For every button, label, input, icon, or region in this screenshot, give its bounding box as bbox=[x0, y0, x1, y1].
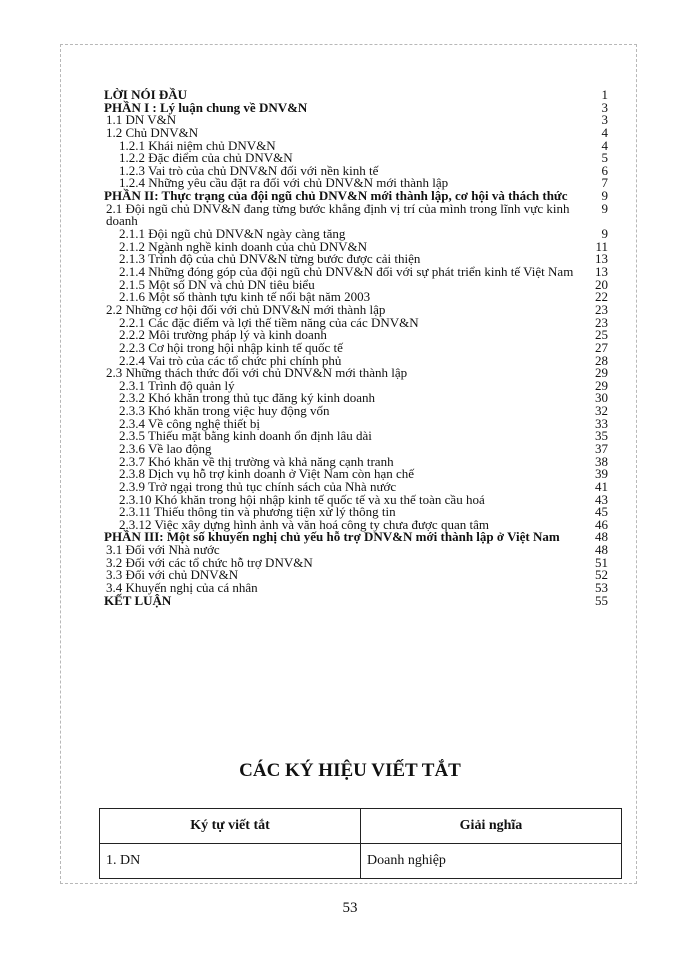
toc-entry-title: 1.2 Chủ DNV&N bbox=[106, 124, 199, 140]
toc-entry-page: 48 bbox=[595, 529, 608, 545]
toc-entry-title: 2.1.6 Một số thành tựu kinh tế nổi bật năm 2003 bbox=[119, 289, 371, 305]
toc-entry-page: 13 bbox=[595, 264, 608, 280]
toc-entry-page: 52 bbox=[595, 567, 608, 583]
toc-entry-page: 9 bbox=[601, 200, 608, 216]
toc-entry-title: 2.2.3 Cơ hội trong hội nhập kinh tế quốc tế bbox=[119, 339, 343, 355]
toc-entry-page: 38 bbox=[595, 453, 608, 469]
toc-entry-title: 2.2.4 Vai trò của các tổ chức phi chính phủ bbox=[119, 352, 342, 368]
toc-entry-title: 1.2.1 Khái niệm chủ DNV&N bbox=[119, 137, 276, 153]
toc-entry-page: 11 bbox=[595, 238, 608, 254]
toc-entry-title: 2.1.3 Trình độ của chủ DNV&N từng bước được cải thiện bbox=[119, 251, 421, 267]
toc-entry-title: 2.3.6 Về lao động bbox=[119, 441, 212, 456]
toc-entry-title: 2.3 Những thách thức đối với chủ DNV&N mới thành lập bbox=[106, 365, 408, 381]
toc-entry-page: 39 bbox=[595, 466, 608, 482]
toc-entry-title: 2.1.4 Những đóng góp của đội ngũ chủ DNV&N đối với sự phát triển kinh tế Việt Nam bbox=[119, 264, 574, 280]
toc-entry-title: 2.1.1 Đội ngũ chủ DNV&N ngày càng tăng bbox=[119, 226, 346, 242]
toc-entry-title: 3.2 Đối với các tổ chức hỗ trợ DNV&N bbox=[106, 554, 313, 570]
toc-entry-title: 2.1.2 Ngành nghề kinh doanh của chủ DNV&N bbox=[119, 238, 368, 254]
toc-entry-page: 4 bbox=[601, 137, 608, 153]
page-number: 53 bbox=[342, 900, 358, 916]
toc-entry-title: 2.3.10 Khó khăn trong hội nhập kinh tế quốc tế và xu thế toàn cầu hoá bbox=[119, 491, 485, 507]
toc-entry-title: PHẦN I : Lý luận chung về DNV&N bbox=[104, 99, 308, 115]
toc-entry-page: 41 bbox=[595, 478, 608, 494]
toc-entry-title: 3.4 Khuyến nghị của cá nhân bbox=[106, 580, 258, 596]
toc-entry-page: 6 bbox=[601, 162, 608, 178]
toc-entry-title: KẾT LUẬN bbox=[104, 592, 172, 608]
toc-entry-page: 3 bbox=[601, 112, 608, 128]
toc-entry-page: 30 bbox=[595, 390, 608, 406]
toc-entry-title: 1.1 DN V&N bbox=[106, 112, 177, 128]
table-of-contents bbox=[104, 89, 608, 607]
toc-entry-title: 2.1.5 Một số DN và chủ DN tiêu biểu bbox=[119, 276, 315, 292]
toc-entry-title: LỜI NÓI ĐẦU bbox=[104, 87, 188, 102]
toc-entry bbox=[104, 592, 608, 608]
meaning-cell: Doanh nghiệp bbox=[361, 844, 622, 879]
toc-entry-page: 27 bbox=[595, 339, 608, 355]
toc-entry-page: 43 bbox=[595, 491, 608, 507]
toc-entry-title: 3.3 Đối với chủ DNV&N bbox=[106, 567, 239, 583]
toc-entry-page: 28 bbox=[595, 352, 608, 368]
toc-entry-title: 2.3.11 Thiếu thông tin và phương tiện xử lý thông tin bbox=[119, 504, 396, 520]
toc-entry-title: 2.3.2 Khó khăn trong thủ tục đăng ký kinh doanh bbox=[119, 390, 375, 406]
toc-entry-page: 25 bbox=[595, 327, 608, 343]
toc-entry-title: PHẦN III: Một số khuyến nghị chủ yếu hỗ trợ DNV&N mới thành lập ở Việt Nam bbox=[104, 529, 560, 545]
toc-entry-page: 32 bbox=[595, 403, 608, 419]
toc-entry-page: 5 bbox=[601, 150, 608, 166]
toc-entry-page: 53 bbox=[595, 580, 608, 596]
toc-entry-page: 23 bbox=[595, 314, 608, 330]
toc-entry-page: 55 bbox=[595, 592, 608, 608]
toc-entry-title: 3.1 Đối với Nhà nước bbox=[106, 542, 220, 558]
toc-entry-page: 20 bbox=[595, 276, 608, 292]
toc-entry-title: 2.3.4 Về công nghệ thiết bị bbox=[119, 415, 260, 431]
toc-entry-page: 29 bbox=[595, 365, 608, 381]
toc-entry-page: 37 bbox=[595, 441, 608, 456]
abbreviations-heading: CÁC KÝ HIỆU VIẾT TẮT bbox=[239, 760, 461, 781]
toc-entry-title: 1.2.4 Những yêu cầu đặt ra đối với chủ DNV&N mới thành lập bbox=[119, 175, 449, 191]
toc-entry bbox=[104, 582, 608, 595]
toc-entry bbox=[104, 99, 608, 115]
toc-entry-page: 23 bbox=[595, 301, 608, 317]
toc-entry-page: 48 bbox=[595, 542, 608, 558]
toc-entry-page: 45 bbox=[595, 504, 608, 520]
toc-entry-page: 51 bbox=[595, 554, 608, 570]
toc-entry-title: 2.3.9 Trở ngại trong thủ tục chính sách của Nhà nước bbox=[119, 478, 397, 494]
toc-entry-title: 2.2.2 Môi trường pháp lý và kinh doanh bbox=[119, 327, 327, 343]
column-header-meaning: Giải nghĩa bbox=[361, 809, 622, 844]
toc-entry-page: 4 bbox=[601, 124, 608, 140]
toc-entry-title: 2.2 Những cơ hội đối với chủ DNV&N mới thành lập bbox=[106, 301, 386, 317]
toc-entry-page: 33 bbox=[595, 415, 608, 431]
abbreviations-header-row bbox=[100, 809, 622, 844]
abbreviations-table bbox=[99, 808, 622, 879]
toc-entry bbox=[104, 200, 608, 229]
toc-entry-page: 35 bbox=[595, 428, 608, 444]
toc-entry-title: 1.2.2 Đặc điểm của chủ DNV&N bbox=[119, 150, 293, 166]
toc-entry-page: 9 bbox=[601, 226, 608, 242]
table-row bbox=[100, 844, 622, 879]
toc-entry-page: 13 bbox=[595, 251, 608, 267]
toc-entry-page: 1 bbox=[601, 87, 608, 102]
toc-entry-title: 2.2.1 Các đặc điểm và lợi thế tiềm năng của các DNV&N bbox=[119, 314, 419, 330]
toc-entry-page: 46 bbox=[595, 516, 608, 532]
toc-entry-page: 22 bbox=[595, 289, 608, 305]
column-header-abbreviation: Ký tự viết tắt bbox=[100, 809, 361, 844]
toc-entry-page: 7 bbox=[601, 175, 608, 191]
toc-entry-title: 2.3.5 Thiếu mặt bằng kinh doanh ổn định lâu dài bbox=[119, 428, 372, 444]
toc-entry-title: PHẦN II: Thực trạng của đội ngũ chủ DNV&N mới thành lập, cơ hội và thách thức bbox=[104, 188, 568, 204]
toc-entry-title: 2.1 Đội ngũ chủ DNV&N đang từng bước khẳng định vị trí của mình trong lĩnh vực kinh doanh bbox=[106, 200, 570, 229]
toc-entry-title: 2.3.7 Khó khăn về thị trường và khả năng cạnh tranh bbox=[119, 453, 394, 469]
toc-entry-page: 29 bbox=[595, 377, 608, 393]
toc-entry-title: 1.2.3 Vai trò của chủ DNV&N đối với nền kinh tế bbox=[119, 162, 379, 178]
toc-entry-title: 2.3.8 Dịch vụ hỗ trợ kinh doanh ở Việt Nam còn hạn chế bbox=[119, 466, 415, 482]
toc-entry-page: 3 bbox=[601, 99, 608, 115]
toc-entry-page: 9 bbox=[601, 188, 608, 204]
abbreviation-cell: 1. DN bbox=[100, 844, 361, 879]
toc-entry-title: 2.3.3 Khó khăn trong việc huy động vốn bbox=[119, 403, 330, 419]
toc-entry-title: 2.3.1 Trình độ quản lý bbox=[119, 377, 235, 393]
toc-entry-title: 2.3.12 Việc xây dựng hình ảnh và văn hoá công ty chưa được quan tâm bbox=[119, 516, 489, 532]
